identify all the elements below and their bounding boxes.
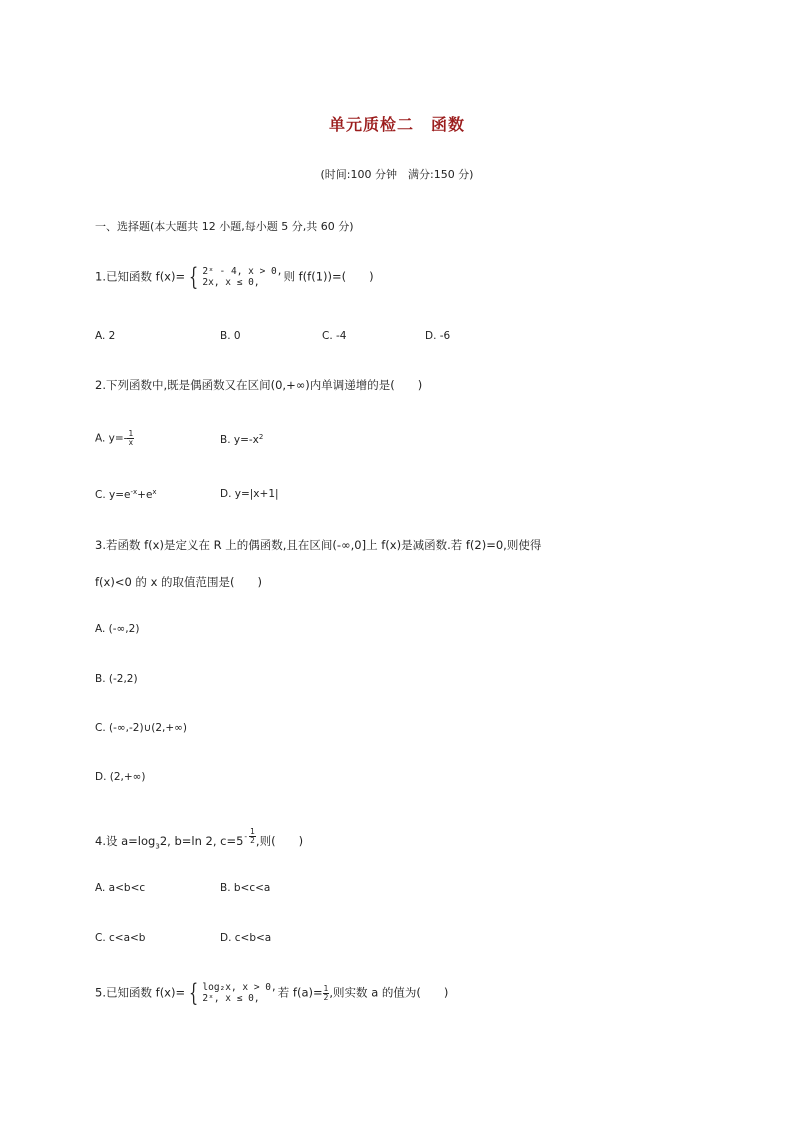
q3-option-d[interactable]: D. (2,+∞) (95, 771, 146, 783)
brace-icon: { (189, 263, 199, 291)
q4-option-d[interactable]: D. c<b<a (220, 932, 272, 944)
exponent: - $\frac{1}{2}$ (244, 827, 255, 845)
q3-option-b[interactable]: B. (-2,2) (95, 673, 138, 685)
q1-option-b[interactable]: B. 0 (220, 330, 241, 342)
q2-option-d[interactable]: D. y=|x+1| (220, 488, 279, 500)
q4-option-a[interactable]: A. a<b<c (95, 882, 146, 894)
section-heading: 一、选择题(本大题共 12 小题,每小题 5 分,共 60 分) (95, 220, 354, 233)
piecewise-function: { 2ˣ - 4, x > 0, 2x, x ≤ 0, (189, 263, 283, 291)
function-name: f(x)= (155, 985, 186, 1000)
q1-option-c[interactable]: C. -4 (322, 330, 347, 342)
page-title: 单元质检二 函数 (328, 115, 465, 134)
piecewise-function: { log₂x, x > 0, 2ˣ, x ≤ 0, (189, 979, 277, 1007)
q4-option-c[interactable]: C. c<a<b (95, 932, 146, 944)
fraction: $\frac{1}{2}$ (323, 983, 329, 1002)
question-5: 5.已知函数 f(x)= { log₂x, x > 0, 2ˣ, x ≤ 0, 若 f(a)= $\frac{1}{2}$ ,则实数 a 的值为( ) (95, 979, 449, 1007)
question-3-line-1: 3.若函数 f(x)是定义在 R 上的偶函数,且在区间(-∞,0]上 f(x)是减函数.若 f(2)=0,则使得 (95, 538, 542, 552)
question-3-line-2: f(x)<0 的 x 的取值范围是( ) (95, 575, 263, 589)
function-name: f(x)= (155, 269, 186, 284)
brace-icon: { (189, 979, 199, 1007)
q2-option-b[interactable]: B. $y=-x^2$ (220, 433, 264, 446)
question-1: 1.已知函数 f(x)= { 2ˣ - 4, x > 0, 2x, x ≤ 0, 则 f(f(1))=( ) (95, 263, 374, 291)
q3-option-a[interactable]: A. (-∞,2) (95, 623, 140, 635)
question-4: 4.设 $a=\log_32$, b=ln 2, c=5 - $\frac{1}{2}$ ,则( ) (95, 827, 304, 851)
q4-option-b[interactable]: B. b<c<a (220, 882, 271, 894)
q2-option-a[interactable]: A. y=- $\frac{1}{x}$ (95, 429, 134, 447)
q1-option-a[interactable]: A. 2 (95, 330, 116, 342)
q3-option-c[interactable]: C. (-∞,-2)∪(2,+∞) (95, 722, 187, 734)
fraction: $\frac{1}{x}$ (128, 429, 134, 447)
q2-option-c[interactable]: C. $y=e^{-x}+e^x$ (95, 488, 157, 501)
q1-option-d[interactable]: D. -6 (425, 330, 451, 342)
question-2: 2.下列函数中,既是偶函数又在区间(0,+∞)内单调递增的是( ) (95, 378, 423, 392)
exam-info: (时间:100 分钟 满分:150 分) (320, 168, 474, 181)
